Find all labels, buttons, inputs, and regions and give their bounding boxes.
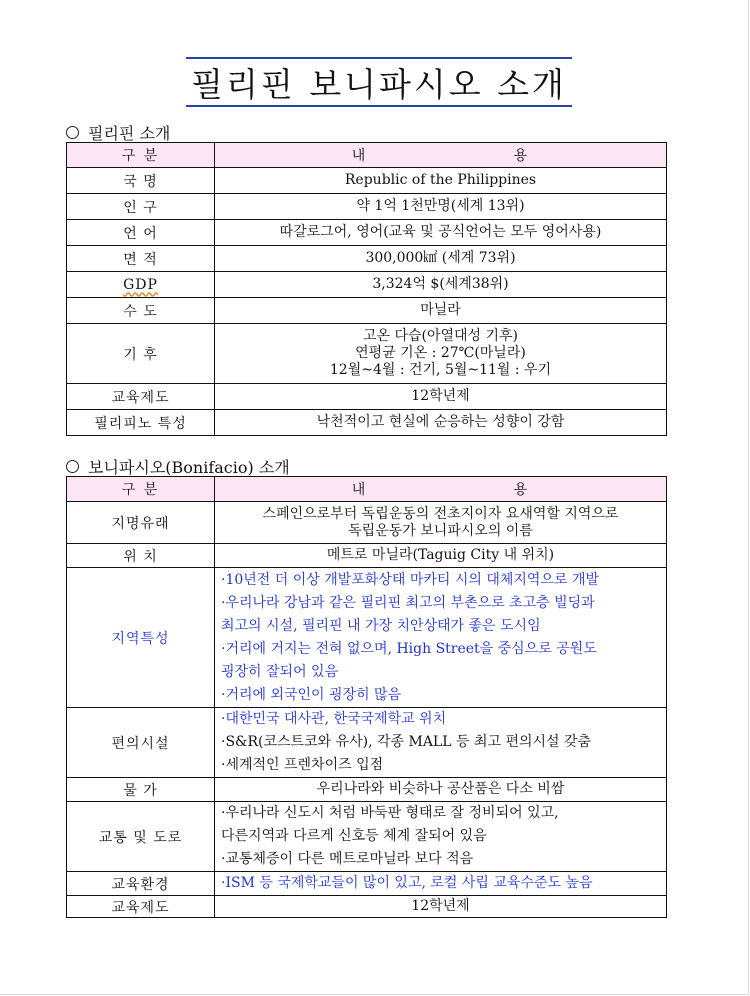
table-row (67, 708, 667, 778)
table-row (67, 778, 667, 802)
value-line: ·S&R(코스트코와 유사), 각종 MALL 등 최고 편의시설 갖춤 (221, 734, 592, 750)
value-line: ·우리나라 신도시 처럼 바둑판 형태로 잘 정비되어 있고, (221, 805, 559, 821)
value-line: 독립운동가 보니파시오의 이름 (348, 522, 533, 539)
circle-bullet-icon (66, 460, 79, 473)
row-value (215, 802, 667, 872)
row-label: 위 치 (67, 544, 215, 568)
row-value: 약 1억 1천만명(세계 13위) (215, 194, 667, 220)
table-row (67, 384, 667, 410)
value-line: 연평균 기온 : 27℃(마닐라) (355, 345, 526, 361)
row-value: 12학년제 (215, 896, 667, 918)
row-label: 필리피노 특성 (67, 410, 215, 436)
section1-heading (66, 121, 170, 144)
row-value (215, 568, 667, 708)
table-header-row (67, 477, 667, 502)
row-value (215, 502, 667, 544)
row-value: 3,324억 $(세계38위) (215, 272, 667, 298)
row-label: 면 적 (67, 246, 215, 272)
value-line: ·거리에 거지는 전혀 없으며, High Street을 중심으로 공원도 (221, 640, 597, 657)
row-value: ·ISM 등 국제학교들이 많이 있고, 로컬 사립 교육수준도 높음 (215, 872, 667, 896)
circle-bullet-icon (66, 126, 79, 139)
row-value: 낙천적이고 현실에 순응하는 성향이 강함 (215, 410, 667, 436)
row-label: 편의시설 (67, 708, 215, 778)
row-label: 수 도 (67, 298, 215, 324)
row-value (215, 324, 667, 384)
table-row (67, 568, 667, 708)
table-row (67, 246, 667, 272)
value-line: ·세계적인 프렌차이즈 입점 (221, 757, 384, 773)
value-line: 12월~4월 : 건기, 5월~11월 : 우기 (329, 362, 552, 378)
value-line: 스페인으로부터 독립운동의 전초지이자 요새역할 지역으로 (262, 505, 619, 522)
table-row (67, 872, 667, 896)
row-label: 지역특성 (67, 568, 215, 708)
row-value (215, 708, 667, 778)
row-value: 따갈로그어, 영어(교육 및 공식언어는 모두 영어사용) (215, 220, 667, 246)
table-header-row (67, 143, 667, 168)
value-line: ·우리나라 강남과 같은 필리핀 최고의 부촌으로 초고층 빌딩과 (221, 594, 595, 611)
row-label: 물 가 (67, 778, 215, 802)
table-row (67, 194, 667, 220)
row-label: 인 구 (67, 194, 215, 220)
table-row (67, 324, 667, 384)
row-value: 메트로 마닐라(Taguig City 내 위치) (215, 544, 667, 568)
row-value: 12학년제 (215, 384, 667, 410)
section1-heading-text: 필리핀 소개 (88, 124, 171, 143)
row-value: 우리나라와 비슷하나 공산품은 다소 비쌈 (215, 778, 667, 802)
row-label: 언 어 (67, 220, 215, 246)
table-row (67, 896, 667, 918)
row-label: 국 명 (67, 168, 215, 194)
table-row (67, 272, 667, 298)
header-category: 구 분 (67, 477, 215, 502)
value-line: ·대한민국 대사관, 한국국제학교 위치 (221, 711, 447, 727)
row-label: GDP (123, 276, 158, 293)
row-label: 지명유래 (67, 502, 215, 544)
page-title: 필리핀 보니파시오 소개 (191, 64, 567, 104)
value-line: ·거리에 외국인이 굉장히 많음 (221, 686, 402, 703)
table-row (67, 502, 667, 544)
table-row (67, 298, 667, 324)
table-row (67, 220, 667, 246)
table-row (67, 168, 667, 194)
value-line: 고온 다습(아열대성 기후) (362, 328, 519, 344)
header-content: 내 용 (215, 477, 667, 502)
value-line: ·10년전 더 이상 개발포화상태 마카티 시의 대체지역으로 개발 (221, 571, 599, 588)
row-value: Republic of the Philippines (215, 168, 667, 194)
row-label: 교육환경 (67, 872, 215, 896)
row-label: 교통 및 도로 (67, 802, 215, 872)
row-value: 300,000㎢ (세계 73위) (215, 246, 667, 272)
value-line: 최고의 시설, 필리핀 내 가장 치안상태가 좋은 도시임 (221, 617, 541, 634)
value-line: 굉장히 잘되어 있음 (221, 663, 339, 680)
row-label: 교육제도 (67, 896, 215, 918)
section2-heading-text: 보니파시오(Bonifacio) 소개 (88, 458, 290, 477)
philippines-info-table (66, 142, 667, 436)
title-box (186, 57, 572, 107)
row-value: 마닐라 (215, 298, 667, 324)
section2-heading (66, 455, 290, 478)
header-content: 내 용 (215, 143, 667, 168)
value-line: ·교통체증이 다른 메트로마닐라 보다 적음 (221, 851, 474, 867)
row-label: 교육제도 (67, 384, 215, 410)
row-label: 기 후 (67, 324, 215, 384)
table-row (67, 802, 667, 872)
header-category: 구 분 (67, 143, 215, 168)
table-row (67, 544, 667, 568)
table-row (67, 410, 667, 436)
bonifacio-info-table (66, 476, 667, 918)
value-line: 다른지역과 다르게 신호등 체계 잘되어 있음 (221, 828, 487, 844)
